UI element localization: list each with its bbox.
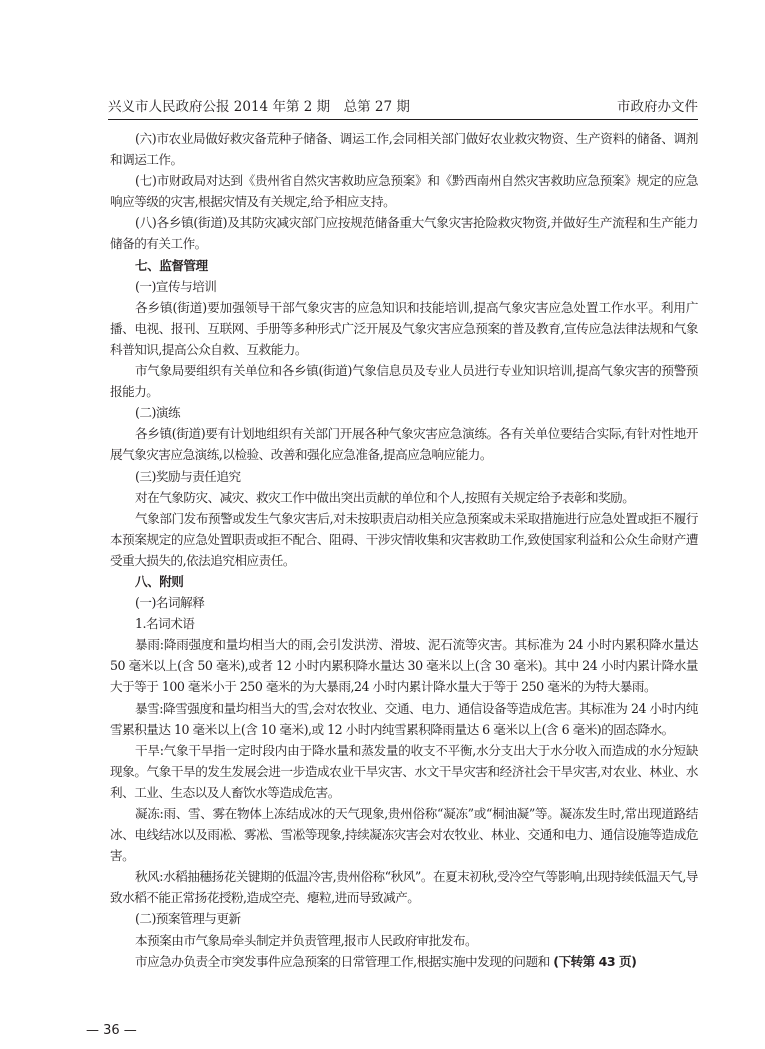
paragraph: (七)市财政局对达到《贵州省自然灾害救助应急预案》和《黔西南州自然灾害救助应急预案》规定的应急响应等级的灾害,根据灾情及有关规定,给予相应支持。 [110, 173, 698, 210]
subsection-heading: (二)演练 [135, 405, 181, 421]
paragraph: 市气象局要组织有关单位和各乡镇(街道)气象信息员及专业人员进行专业知识培训,提高气象灾害的预警预报能力。 [110, 363, 698, 400]
section-heading: 八、附则 [135, 573, 184, 589]
paragraph: 各乡镇(街道)要有计划地组织有关部门开展各种气象灾害应急演练。各有关单位要结合实际,有针对性地开展气象灾害应急演练,以检验、改善和强化应急准备,提高应急响应能力。 [110, 426, 698, 463]
subsection-heading: (一)名词解释 [135, 595, 205, 611]
document-body [110, 128, 698, 972]
paragraph: 气象部门发布预警或发生气象灾害后,对未按职责启动相关应急预案或未采取措施进行应急处置或拒不履行本预案规定的应急处置职责或拒不配合、阻碍、干涉灾情收集和灾害救助工作,致使国家利益和公众生命财产遭受重大损失的,依法追究相应责任。 [110, 510, 698, 568]
paragraph: 各乡镇(街道)要加强领导干部气象灾害的应急知识和技能培训,提高气象灾害应急处置工作水平。利用广播、电视、报刊、互联网、手册等多种形式广泛开展及气象灾害应急预案的普及教育,宣传应急法律法规和气象科普知识,提高公众自救、互救能力。 [110, 299, 698, 357]
paragraph: 暴雪:降雪强度和量均相当大的雪,会对农牧业、交通、电力、通信设备等造成危害。其标准为 24 小时内纯雪累积量达 10 毫米以上(含 10 毫米),或 12 小时内纯雪累积降雨量达 6 毫米以上(含 6 毫米)的固态降水。 [110, 700, 698, 737]
continuation-note: (下转第 43 页) [553, 953, 637, 969]
paragraph [110, 951, 698, 972]
paragraph: (六)市农业局做好救灾备荒种子储备、调运工作,会同相关部门做好农业救灾物资、生产资料的储备、调剂和调运工作。 [110, 131, 698, 168]
gazette-issue-title: 兴义市人民政府公报 2014 年第 2 期 总第 27 期 [108, 99, 410, 115]
subsection-heading: (二)预案管理与更新 [135, 911, 241, 927]
paragraph: 暴雨:降雨强度和量均相当大的雨,会引发洪涝、滑坡、泥石流等灾害。其标准为 24 小时内累积降水量达 50 毫米以上(含 50 毫米),或者 12 小时内累积降水量达 30 毫米以上(含 30 毫米)。其中 24 小时内累计降水量大于等于 100 毫米小于 250 毫米的为大暴雨,24 小时内累计降水量大于等于 250 毫米的为特大暴雨。 [110, 637, 698, 695]
subsection-heading: (一)宣传与培训 [135, 278, 217, 294]
running-header [108, 96, 698, 118]
paragraph: 凝冻:雨、雪、雾在物体上冻结成冰的天气现象,贵州俗称“凝冻”或“桐油凝”等。凝冻发生时,常出现道路结冰、电线结冰以及雨凇、雾凇、雪凇等现象,持续凝冻灾害会对农牧业、林业、交通和电力、通信设施等造成危害。 [110, 806, 698, 864]
section-title: 市政府办文件 [617, 99, 698, 115]
section-heading: 七、监督管理 [135, 257, 208, 273]
subsection-heading: (三)奖励与责任追究 [135, 468, 241, 484]
paragraph-text: 市应急办负责全市突发事件应急预案的日常管理工作,根据实施中发现的问题和 [135, 953, 554, 969]
paragraph: (八)各乡镇(街道)及其防灾减灾部门应按规范储备重大气象灾害抢险救灾物资,并做好生产流程和生产能力储备的有关工作。 [110, 215, 698, 252]
paragraph: 本预案由市气象局牵头制定并负责管理,报市人民政府审批发布。 [135, 932, 478, 948]
term-heading: 1.名词术语 [135, 616, 195, 632]
paragraph: 干旱:气象干旱指一定时段内由于降水量和蒸发量的收支不平衡,水分支出大于水分收入而造成的水分短缺现象。气象干旱的发生发展会进一步造成农业干旱灾害、水文干旱灾害和经济社会干旱灾害,对农业、林业、水利、工业、生态以及人畜饮水等造成危害。 [110, 742, 698, 800]
page-number: — 36 — [86, 1023, 137, 1038]
header-rule [108, 119, 698, 120]
paragraph: 秋风:水稻抽穗扬花关键期的低温冷害,贵州俗称“秋风”。在夏末初秋,受冷空气等影响,出现持续低温天气,导致水稻不能正常扬花授粉,造成空壳、瘪粒,进而导致减产。 [110, 869, 698, 906]
paragraph: 对在气象防灾、减灾、救灾工作中做出突出贡献的单位和个人,按照有关规定给予表彰和奖励。 [135, 489, 635, 505]
